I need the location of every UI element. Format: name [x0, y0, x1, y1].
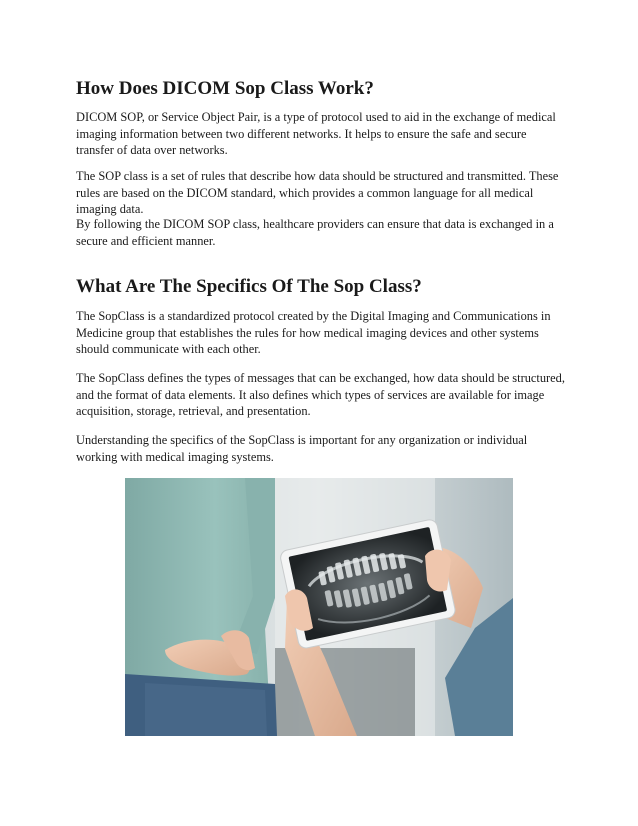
section-heading-how-dicom-sop-works: How Does DICOM Sop Class Work?: [76, 78, 374, 99]
dental-xray-tablet-photo: [125, 478, 513, 736]
paragraph-sop-benefits: By following the DICOM SOP class, healthcare providers can ensure that data is exchanged in a secure and efficient manner.: [76, 217, 554, 248]
section-heading-sop-specifics: What Are The Specifics Of The Sop Class?: [76, 276, 422, 297]
paragraph-sop-rules: The SOP class is a set of rules that describe how data should be structured and transmitted. These rules are based on the DICOM standard, which provides a common language for all medical imaging data.: [76, 169, 559, 216]
paragraph-sopclass-importance: Understanding the specifics of the SopClass is important for any organization or individual working with medical imaging systems.: [76, 433, 528, 464]
paragraph-sopclass-messages: The SopClass defines the types of messages that can be exchanged, how data should be structured, and the format of data elements. It also defines which types of services are available for image acquisition, storage, retrieval, and presentation.: [76, 371, 565, 418]
paragraph-sop-definition: DICOM SOP, or Service Object Pair, is a type of protocol used to aid in the exchange of medical imaging information between two different networks. It helps to ensure the safe and secure transfer of data over networks.: [76, 110, 556, 157]
paragraph-sopclass-standard: The SopClass is a standardized protocol created by the Digital Imaging and Communications in Medicine group that establishes the rules for how medical imaging devices and other systems should communicate with each other.: [76, 309, 551, 356]
